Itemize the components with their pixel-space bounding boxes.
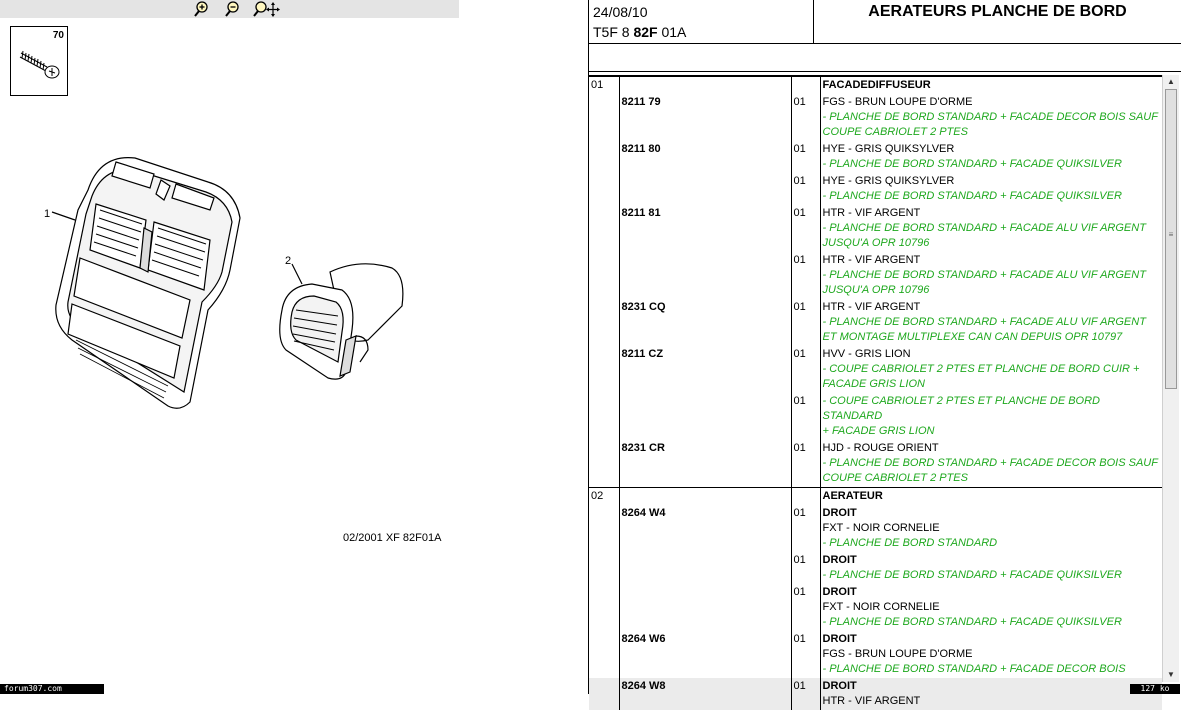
part-reference: 8231 CQ — [619, 299, 791, 346]
table-row[interactable] — [589, 488, 1162, 506]
table-row[interactable] — [589, 440, 1162, 488]
table-row[interactable] — [589, 346, 1162, 393]
description-title: FACADEDIFFUSEUR — [822, 79, 931, 91]
description-note: - PLANCHE DE BORD STANDARD + FACADE ALU VIF ARGENT — [822, 269, 1146, 281]
part-description — [820, 552, 1162, 584]
part-description — [820, 393, 1162, 440]
part-reference: 8264 W8 — [619, 678, 791, 710]
part-quantity: 01 — [791, 631, 820, 678]
group-number — [589, 94, 619, 141]
parts-panel — [588, 0, 1180, 707]
group-number — [589, 631, 619, 678]
group-number — [589, 552, 619, 584]
description-line: HYE - GRIS QUIKSYLVER — [822, 175, 955, 187]
description-title: DROIT — [822, 554, 857, 566]
description-line: HTR - VIF ARGENT — [822, 254, 921, 266]
illustration-panel — [0, 0, 588, 694]
part-quantity: 01 — [791, 584, 820, 631]
zoom-pan-icon[interactable] — [252, 1, 282, 17]
description-line: FGS - BRUN LOUPE D'ORME — [822, 648, 973, 660]
table-row[interactable] — [589, 393, 1162, 440]
drawing-reference: 02/2001 XF 82F01A — [343, 532, 442, 544]
description-line: HJD - ROUGE ORIENT — [822, 442, 939, 454]
part-quantity — [791, 77, 820, 95]
part-description — [820, 678, 1162, 710]
part-quantity: 01 — [791, 299, 820, 346]
group-number: 02 — [589, 488, 619, 506]
group-number — [589, 346, 619, 393]
description-note: - PLANCHE DE BORD STANDARD — [822, 537, 998, 549]
table-row[interactable] — [589, 299, 1162, 346]
group-number — [589, 440, 619, 488]
part-reference — [619, 552, 791, 584]
group-number: 01 — [589, 77, 619, 95]
page-title: AERATEURS PLANCHE DE BORD — [868, 3, 1127, 20]
group-number — [589, 141, 619, 173]
description-note: - PLANCHE DE BORD STANDARD + FACADE ALU VIF ARGENT — [822, 222, 1146, 234]
part-reference: 8211 79 — [619, 94, 791, 141]
description-note: - PLANCHE DE BORD STANDARD + FACADE ALU VIF ARGENT — [822, 316, 1146, 328]
description-note: - PLANCHE DE BORD STANDARD + FACADE QUIKSILVER — [822, 158, 1122, 170]
group-number — [589, 393, 619, 440]
scroll-thumb[interactable]: ≡ — [1165, 89, 1177, 389]
description-line: HTR - VIF ARGENT — [822, 301, 921, 313]
part-reference: 8231 CR — [619, 440, 791, 488]
description-note: + FACADE GRIS LION — [822, 425, 935, 437]
group-number — [589, 252, 619, 299]
part-description — [820, 77, 1162, 95]
part-description — [820, 173, 1162, 205]
description-note: JUSQU'A OPR 10796 — [822, 237, 930, 249]
part-quantity: 01 — [791, 393, 820, 440]
part-quantity: 01 — [791, 505, 820, 552]
part-description — [820, 205, 1162, 252]
part-description — [820, 94, 1162, 141]
group-number — [589, 205, 619, 252]
part-reference — [619, 173, 791, 205]
vent-facade-drawing — [30, 140, 430, 430]
part-description — [820, 631, 1162, 678]
part-quantity — [791, 488, 820, 506]
description-title: DROIT — [822, 680, 857, 692]
description-note: COUPE CABRIOLET 2 PTES — [822, 126, 968, 138]
table-row[interactable] — [589, 678, 1162, 710]
group-number — [589, 505, 619, 552]
vertical-scrollbar[interactable] — [1162, 75, 1179, 682]
table-row[interactable] — [589, 205, 1162, 252]
group-number — [589, 678, 619, 710]
header-date: 24/08/10 — [593, 4, 648, 20]
part-reference — [619, 393, 791, 440]
description-title: AERATEUR — [822, 490, 883, 502]
group-number — [589, 299, 619, 346]
part-description — [820, 299, 1162, 346]
description-note: - PLANCHE DE BORD STANDARD + FACADE DECOR BOIS — [822, 663, 1126, 675]
screw-icon — [17, 43, 63, 81]
part-reference: 8211 80 — [619, 141, 791, 173]
parts-table — [589, 76, 1162, 710]
header-title-cell — [814, 0, 1181, 44]
description-line: FXT - NOIR CORNELIE — [822, 601, 940, 613]
description-note: - PLANCHE DE BORD STANDARD + FACADE DECOR BOIS SAUF — [822, 111, 1158, 123]
description-title: DROIT — [822, 507, 857, 519]
part-description — [820, 141, 1162, 173]
part-quantity: 01 — [791, 552, 820, 584]
description-title: DROIT — [822, 633, 857, 645]
part-description — [820, 584, 1162, 631]
table-row[interactable] — [589, 94, 1162, 141]
header-code: T5F 8 82F 01A — [593, 24, 687, 40]
part-reference: 8211 81 — [619, 205, 791, 252]
part-reference — [619, 252, 791, 299]
group-number — [589, 584, 619, 631]
description-title: DROIT — [822, 586, 857, 598]
description-note: - COUPE CABRIOLET 2 PTES ET PLANCHE DE BORD CUIR + — [822, 363, 1140, 375]
description-line: HTR - VIF ARGENT — [822, 207, 921, 219]
screw-part-box[interactable] — [10, 26, 68, 96]
callout-1: 1 — [44, 208, 51, 220]
description-note: - PLANCHE DE BORD STANDARD + FACADE QUIKSILVER — [822, 190, 1122, 202]
zoom-in-icon[interactable] — [190, 1, 212, 17]
screw-part-number: 70 — [52, 30, 64, 41]
part-quantity: 01 — [791, 346, 820, 393]
part-reference — [619, 77, 791, 95]
table-row[interactable] — [589, 505, 1162, 552]
part-description — [820, 440, 1162, 488]
description-line: HTR - VIF ARGENT — [822, 695, 921, 707]
part-quantity: 01 — [791, 252, 820, 299]
table-row[interactable] — [589, 552, 1162, 584]
part-quantity: 01 — [791, 141, 820, 173]
part-description — [820, 252, 1162, 299]
part-reference: 8211 CZ — [619, 346, 791, 393]
header-spacer — [589, 44, 1181, 72]
part-reference — [619, 584, 791, 631]
table-row[interactable] — [589, 252, 1162, 299]
part-reference: 8264 W6 — [619, 631, 791, 678]
footer-size: 127 ko — [1130, 684, 1180, 694]
part-description — [820, 488, 1162, 506]
table-row[interactable] — [589, 584, 1162, 631]
table-row[interactable] — [589, 141, 1162, 173]
zoom-out-icon[interactable] — [221, 1, 243, 17]
scroll-down-arrow-icon[interactable]: ▼ — [1167, 670, 1175, 679]
group-number — [589, 173, 619, 205]
part-reference: 8264 W4 — [619, 505, 791, 552]
description-note: - PLANCHE DE BORD STANDARD + FACADE DECOR BOIS SAUF — [822, 457, 1158, 469]
part-quantity: 01 — [791, 440, 820, 488]
part-quantity: 01 — [791, 205, 820, 252]
description-note: - COUPE CABRIOLET 2 PTES ET PLANCHE DE BORD STANDARD — [822, 395, 1101, 422]
scroll-up-arrow-icon[interactable]: ▲ — [1167, 77, 1175, 86]
part-reference — [619, 488, 791, 506]
part-quantity: 01 — [791, 94, 820, 141]
description-note: - PLANCHE DE BORD STANDARD + FACADE QUIKSILVER — [822, 616, 1122, 628]
description-line: HVV - GRIS LION — [822, 348, 911, 360]
description-line: HYE - GRIS QUIKSYLVER — [822, 143, 955, 155]
table-row[interactable] — [589, 77, 1162, 95]
callout-2: 2 — [285, 255, 292, 267]
part-description — [820, 346, 1162, 393]
description-note: - PLANCHE DE BORD STANDARD + FACADE QUIKSILVER — [822, 569, 1122, 581]
description-line: FGS - BRUN LOUPE D'ORME — [822, 96, 973, 108]
description-line: FXT - NOIR CORNELIE — [822, 522, 940, 534]
zoom-toolbar — [0, 0, 459, 18]
description-note: JUSQU'A OPR 10796 — [822, 284, 930, 296]
part-quantity: 01 — [791, 678, 820, 710]
description-note: ET MONTAGE MULTIPLEXE CAN CAN DEPUIS OPR 10797 — [822, 331, 1123, 343]
header-info — [589, 0, 814, 44]
part-quantity: 01 — [791, 173, 820, 205]
table-row[interactable] — [589, 173, 1162, 205]
description-note: FACADE GRIS LION — [822, 378, 925, 390]
description-note: COUPE CABRIOLET 2 PTES — [822, 472, 968, 484]
footer-site: forum307.com — [0, 684, 104, 694]
table-row[interactable] — [589, 631, 1162, 678]
part-description — [820, 505, 1162, 552]
